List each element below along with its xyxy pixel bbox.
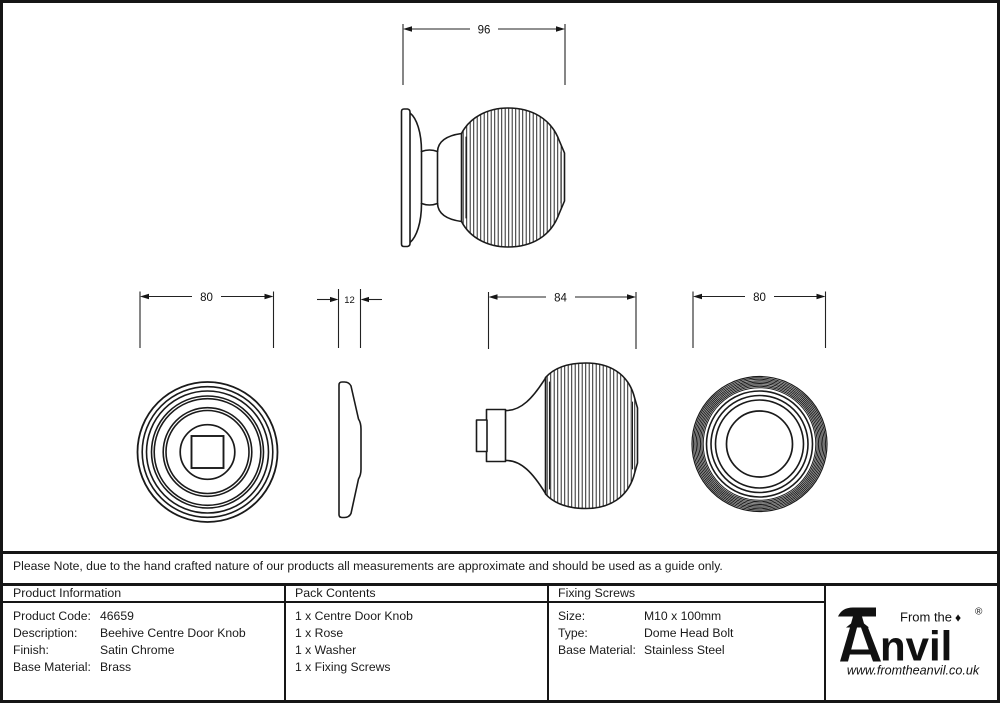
finish-label: Finish: <box>13 643 49 657</box>
description-label: Description: <box>13 626 78 640</box>
dimension-80-knob-label: 80 <box>753 291 766 304</box>
dimension-84-label: 84 <box>554 292 567 305</box>
pack-contents-list <box>295 608 413 676</box>
table-top-border <box>3 583 997 586</box>
spindle-end <box>477 420 488 452</box>
dimension-84-knob <box>489 292 637 349</box>
base-material-label: Base Material: <box>13 660 91 674</box>
product-information-labels <box>13 608 91 676</box>
table-column-divider-1 <box>284 583 286 700</box>
description-value: Beehive Centre Door Knob <box>100 626 246 640</box>
logo-website: www.fromtheanvil.co.uk <box>846 663 980 678</box>
pack-contents-header: Pack Contents <box>295 586 376 600</box>
table-column-divider-2 <box>547 583 549 700</box>
pack-item: 1 x Rose <box>295 626 344 640</box>
pack-item: 1 x Washer <box>295 643 357 657</box>
product-information-values <box>100 608 246 676</box>
note-box-top-border <box>3 551 997 554</box>
dimension-80-rose <box>140 292 274 349</box>
measurement-note: Please Note, due to the hand crafted nature of our products all measurements are approximate and should be used as a guide only. <box>13 559 723 573</box>
knob-reeded-body <box>546 363 638 509</box>
finish-value: Satin Chrome <box>100 643 175 657</box>
knob-with-rose-side-view <box>402 108 565 247</box>
size-label: Size: <box>558 609 586 623</box>
product-information-header: Product Information <box>13 586 122 600</box>
knob-collar <box>487 410 506 462</box>
fixing-screws-values <box>644 608 733 659</box>
table-header-divider <box>3 601 825 603</box>
screw-base-material-value: Stainless Steel <box>644 643 725 657</box>
fixing-screws-labels <box>558 608 636 659</box>
washer-side-view <box>339 382 361 518</box>
dimension-96-label: 96 <box>477 24 491 37</box>
knob-reeded-body <box>462 108 565 247</box>
logo-brand-prefix: From the <box>900 609 953 625</box>
knob-side-view <box>477 363 638 509</box>
anvil-logo-graphic <box>836 597 991 682</box>
dimension-96 <box>403 24 565 85</box>
rose-profile <box>402 109 411 247</box>
dimension-80-rose-label: 80 <box>200 291 213 304</box>
logo-diamond: ♦ <box>955 610 962 625</box>
table-column-divider-3 <box>824 583 826 700</box>
registered-trademark: ® <box>975 606 983 618</box>
from-the-anvil-logo <box>836 597 991 682</box>
product-code-label: Product Code: <box>13 609 91 623</box>
dimension-12-label: 12 <box>344 295 355 306</box>
pack-item: 1 x Fixing Screws <box>295 660 391 674</box>
dimension-80-knob <box>693 292 826 349</box>
pack-item: 1 x Centre Door Knob <box>295 609 413 623</box>
fixing-screws-header: Fixing Screws <box>558 586 636 600</box>
screw-base-material-label: Base Material: <box>558 643 636 657</box>
square-spindle-hole <box>192 436 224 468</box>
anvil-icon <box>838 608 876 628</box>
type-label: Type: <box>558 626 588 640</box>
product-code-value: 46659 <box>100 609 134 623</box>
knob-front-view <box>692 377 827 512</box>
type-value: Dome Head Bolt <box>644 626 734 640</box>
size-value: M10 x 100mm <box>644 609 722 623</box>
dimension-12-washer <box>317 289 382 348</box>
logo-brand-rest: nvil <box>880 622 953 670</box>
base-material-value: Brass <box>100 660 132 674</box>
rose-front-view <box>138 382 278 522</box>
